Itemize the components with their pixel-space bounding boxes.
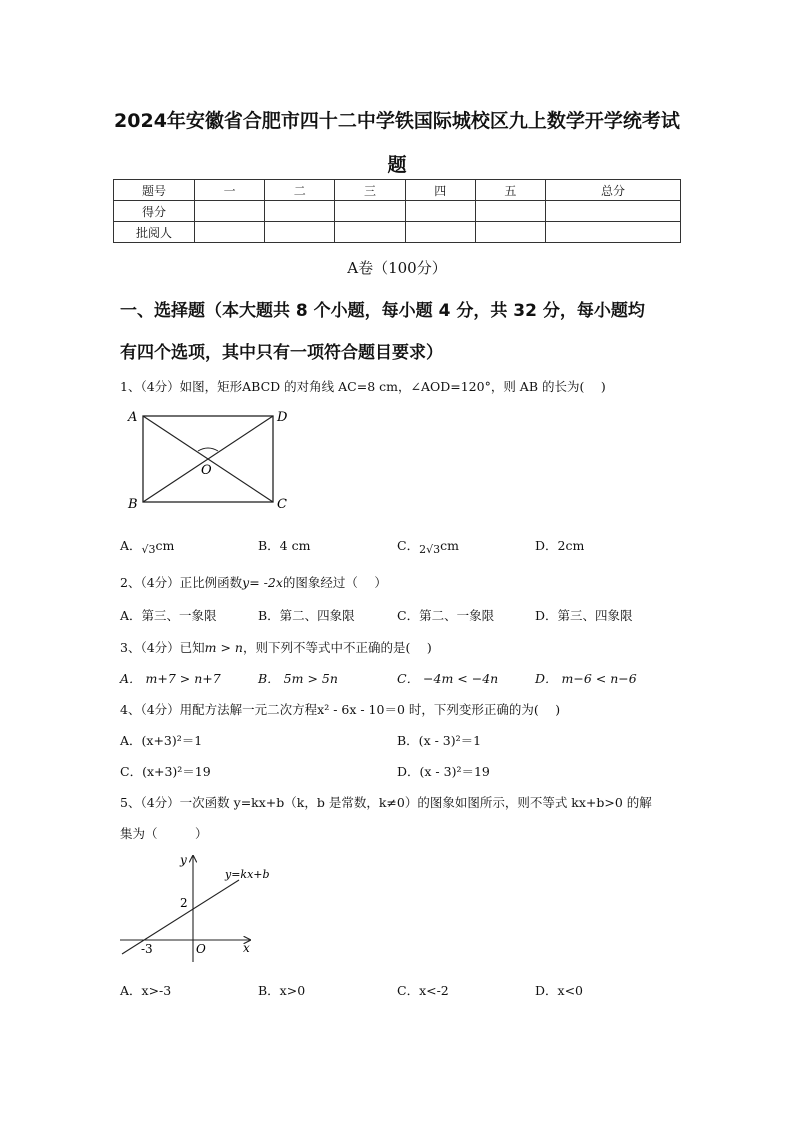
score-cell [475,222,545,243]
q2-option-a[interactable]: A．第三、一象限 [120,608,217,623]
q2-suffix: 的图象经过（ ） [282,575,387,590]
q1-option-b[interactable]: B．4 cm [258,538,311,553]
question-5-text-line1: 5、（4分）一次函数 y=kx+b（k，b 是常数，k≠0）的图象如图所示，则不等式 kx+b>0 的解 [120,795,652,810]
vertex-b-label: B [128,497,138,512]
q2-option-c[interactable]: C．第二、一象限 [397,608,495,623]
score-header-cell: 二 [265,180,335,201]
vertex-a-label: A [128,410,138,425]
score-header-cell: 三 [335,180,405,201]
y-axis-label: y [180,853,187,867]
x-intercept-label: -3 [141,942,153,956]
score-cell [265,201,335,222]
score-cell [405,201,475,222]
q5-option-d[interactable]: D．x<0 [535,983,583,998]
radical-value: √3 [141,543,156,556]
q1-option-c[interactable] [397,536,459,554]
q3-prefix: 3、（4分）已知 [120,640,205,655]
question-1-text: 1、（4分）如图，矩形ABCD 的对角线 AC=8 cm，∠AOD=120°，则 AB 的长为( ) [120,379,606,394]
score-table-header-row [114,180,681,201]
unit-label: cm [440,538,459,553]
score-row-label: 批阅人 [114,222,195,243]
q2-option-d[interactable]: D．第三、四象限 [535,608,633,623]
exam-title-line1: 2024年安徽省合肥市四十二中学铁国际城校区九上数学开学统考试 [114,110,680,132]
q3-option-c[interactable]: C． −4m < −4n [397,671,499,686]
question-4-text: 4、（4分）用配方法解一元二次方程x² - 6x - 10＝0 时，下列变形正确的为( ) [120,702,561,717]
q3-option-a[interactable]: A． m+7 > n+7 [120,671,221,686]
q1-option-d[interactable]: D．2cm [535,538,585,553]
score-cell [265,222,335,243]
score-cell [546,222,681,243]
score-cell [405,222,475,243]
linear-function-graph [112,850,272,970]
score-header-cell: 五 [475,180,545,201]
score-header-cell: 总分 [546,180,681,201]
function-line [122,880,239,954]
score-cell [546,201,681,222]
score-table-row [114,201,681,222]
q5-option-a[interactable]: A．x>-3 [120,983,172,998]
center-o-label: O [201,463,212,478]
q3-suffix: ，则下列不等式中不正确的是( ) [242,640,432,655]
q3-option-b[interactable]: B． 5m > 5n [258,671,338,686]
section-heading-line1: 一、选择题（本大题共 8 个小题，每小题 4 分，共 32 分，每小题均 [120,301,645,321]
radical-value: 2√3 [419,543,441,556]
option-letter: A． [120,538,142,553]
volume-heading: A卷（100分） [347,259,447,277]
score-cell [195,201,265,222]
question-5-text-line2: 集为（ ） [120,826,208,841]
score-table [113,179,681,243]
section-heading-line2: 有四个选项，其中只有一项符合题目要求） [120,343,443,363]
exam-title-line2: 题 [387,154,407,176]
score-cell [195,222,265,243]
score-header-cell: 一 [195,180,265,201]
q1-option-a[interactable] [120,536,174,554]
score-table-row [114,222,681,243]
q2-option-b[interactable]: B．第二、四象限 [258,608,355,623]
rectangle-figure [126,404,296,514]
q3-condition: m > n [204,640,243,655]
q2-formula: y= -2x [242,575,283,590]
score-cell [335,201,405,222]
question-2-text [120,573,387,591]
q4-option-d[interactable]: D．(x - 3)²＝19 [397,764,490,779]
x-axis-label: x [243,941,250,955]
q4-option-a[interactable]: A．(x+3)²＝1 [120,733,203,748]
score-header-cell: 四 [405,180,475,201]
q5-option-c[interactable]: C．x<-2 [397,983,449,998]
q5-option-b[interactable]: B．x>0 [258,983,306,998]
vertex-c-label: C [277,497,287,512]
q3-option-d[interactable]: D． m−6 < n−6 [535,671,637,686]
vertex-d-label: D [277,410,288,425]
line-equation-label: y=kx+b [225,868,270,881]
score-cell [475,201,545,222]
unit-label: cm [155,538,175,553]
option-letter: C． [397,538,420,553]
q4-option-c[interactable]: C．(x+3)²＝19 [120,764,211,779]
q4-option-b[interactable]: B．(x - 3)²＝1 [397,733,482,748]
score-row-label: 得分 [114,201,195,222]
q2-prefix: 2、（4分）正比例函数 [120,575,243,590]
origin-label: O [196,942,206,956]
angle-aod-arc [198,448,218,451]
score-cell [335,222,405,243]
score-header-cell: 题号 [114,180,195,201]
question-3-text [120,638,432,656]
y-intercept-label: 2 [180,896,188,910]
